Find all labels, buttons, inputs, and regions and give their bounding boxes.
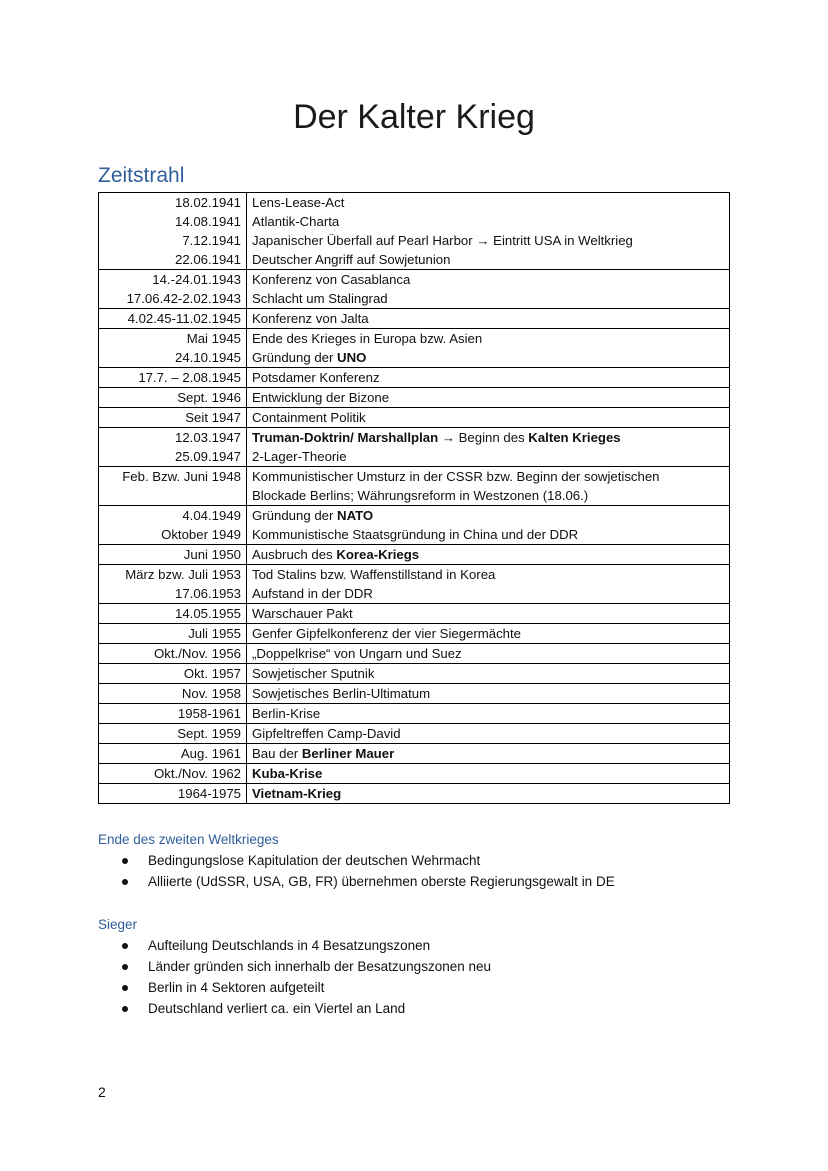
timeline-date-cell: 1958-1961 — [99, 704, 247, 724]
table-row — [99, 584, 730, 604]
table-row — [99, 604, 730, 624]
table-row — [99, 704, 730, 724]
list-item — [98, 850, 615, 871]
event-text: Warschauer Pakt — [252, 606, 353, 621]
timeline-date-cell: 4.04.1949 — [99, 506, 247, 526]
timeline-date-cell: Okt. 1957 — [99, 664, 247, 684]
event-text: Schlacht um Stalingrad — [252, 291, 388, 306]
timeline-date-cell: 7.12.1941 — [99, 231, 247, 250]
event-text-bold: Berliner Mauer — [301, 746, 395, 761]
timeline-event-cell — [247, 624, 730, 644]
event-text: Atlantik-Charta — [252, 214, 340, 229]
timeline-event-cell — [247, 231, 730, 250]
event-text: Lens-Lease-Act — [252, 195, 345, 210]
timeline-event-cell — [247, 664, 730, 684]
event-text-bold: NATO — [337, 508, 374, 523]
event-text-bold: Truman-Doktrin/ Marshallplan — [252, 430, 439, 445]
table-row — [99, 506, 730, 526]
list-item-text: Berlin in 4 Sektoren aufgeteilt — [148, 980, 325, 995]
event-text: Gründung der — [252, 508, 338, 523]
timeline-event-cell — [247, 329, 730, 349]
section-heading-kriegsende: Ende des zweiten Weltkrieges — [98, 832, 279, 847]
event-text-bold: Vietnam-Krieg — [252, 786, 342, 801]
table-row — [99, 467, 730, 487]
event-text: Gipfeltreffen Camp-David — [252, 726, 401, 741]
timeline-date-cell: Aug. 1961 — [99, 744, 247, 764]
timeline-date-cell: 1964-1975 — [99, 784, 247, 804]
event-text: „Doppelkrise“ von Ungarn und Suez — [252, 646, 462, 661]
table-row — [99, 388, 730, 408]
table-row — [99, 764, 730, 784]
section-heading-sieger: Sieger — [98, 917, 138, 932]
timeline-date-cell: Juni 1950 — [99, 545, 247, 565]
timeline-event-cell — [247, 644, 730, 664]
timeline-date-cell: 18.02.1941 — [99, 193, 247, 213]
timeline-table — [98, 192, 730, 804]
event-text: Kommunistische Staatsgründung in China und der DDR — [252, 527, 579, 542]
timeline-event-cell — [247, 764, 730, 784]
timeline-event-cell — [247, 309, 730, 329]
timeline-event-cell — [247, 744, 730, 764]
section-heading-zeitstrahl: Zeitstrahl — [98, 164, 185, 187]
list-item — [98, 977, 491, 998]
table-row — [99, 744, 730, 764]
table-row — [99, 368, 730, 388]
timeline-date-cell: März bzw. Juli 1953 — [99, 565, 247, 585]
list-item-text: Aufteilung Deutschlands in 4 Besatzungszonen — [148, 938, 431, 953]
event-text: Tod Stalins bzw. Waffenstillstand in Korea — [252, 567, 496, 582]
table-row — [99, 270, 730, 290]
timeline-date-cell: 17.7. – 2.08.1945 — [99, 368, 247, 388]
table-row — [99, 565, 730, 585]
event-text: Konferenz von Jalta — [252, 311, 369, 326]
timeline-date-cell: Okt./Nov. 1956 — [99, 644, 247, 664]
timeline-event-cell — [247, 270, 730, 290]
timeline-date-cell — [99, 486, 247, 506]
event-text: Genfer Gipfelkonferenz der vier Siegermächte — [252, 626, 522, 641]
event-text: Sowjetisches Berlin-Ultimatum — [252, 686, 431, 701]
event-text: Gründung der — [252, 350, 338, 365]
event-text: Sowjetischer Sputnik — [252, 666, 375, 681]
timeline-date-cell: 14.-24.01.1943 — [99, 270, 247, 290]
timeline-event-cell — [247, 684, 730, 704]
bullet-icon — [122, 985, 128, 991]
list-item-text: Alliierte (UdSSR, USA, GB, FR) übernehmen oberste Regierungsgewalt in DE — [148, 874, 615, 889]
event-text-bold: UNO — [337, 350, 367, 365]
event-text: Bau der — [252, 746, 302, 761]
timeline-date-cell: 4.02.45-11.02.1945 — [99, 309, 247, 329]
timeline-date-cell: Sept. 1946 — [99, 388, 247, 408]
table-row — [99, 684, 730, 704]
bullet-icon — [122, 964, 128, 970]
timeline-event-cell — [247, 447, 730, 467]
bullet-icon — [122, 879, 128, 885]
timeline-date-cell: 12.03.1947 — [99, 428, 247, 448]
table-row — [99, 309, 730, 329]
timeline-date-cell: 14.05.1955 — [99, 604, 247, 624]
list-item — [98, 998, 491, 1019]
timeline-event-cell — [247, 428, 730, 448]
timeline-event-cell — [247, 724, 730, 744]
timeline-event-cell — [247, 506, 730, 526]
table-row — [99, 525, 730, 545]
table-row — [99, 289, 730, 309]
event-text-bold: Korea-Kriegs — [336, 547, 420, 562]
event-text: Konferenz von Casablanca — [252, 272, 411, 287]
timeline-date-cell: Mai 1945 — [99, 329, 247, 349]
timeline-date-cell: 24.10.1945 — [99, 348, 247, 368]
table-row — [99, 212, 730, 231]
event-text: Blockade Berlins; Währungsreform in Westzonen (18.06.) — [252, 488, 589, 503]
table-row — [99, 329, 730, 349]
timeline-event-cell — [247, 408, 730, 428]
table-row — [99, 624, 730, 644]
timeline-date-cell: Nov. 1958 — [99, 684, 247, 704]
table-row — [99, 724, 730, 744]
event-text-bold: Kalten Krieges — [528, 430, 621, 445]
table-row — [99, 231, 730, 250]
event-text-bold: Kuba-Krise — [252, 766, 323, 781]
list-item-text: Länder gründen sich innerhalb der Besatzungszonen neu — [148, 959, 491, 974]
list-item — [98, 956, 491, 977]
timeline-date-cell: 14.08.1941 — [99, 212, 247, 231]
timeline-event-cell — [247, 525, 730, 545]
table-row — [99, 193, 730, 213]
timeline-date-cell: 25.09.1947 — [99, 447, 247, 467]
event-text: → Beginn des — [438, 430, 529, 445]
bullet-list-kriegsende — [98, 850, 615, 892]
event-text: Deutscher Angriff auf Sowjetunion — [252, 252, 451, 267]
list-item — [98, 871, 615, 892]
timeline-event-cell — [247, 193, 730, 213]
table-row — [99, 250, 730, 270]
timeline-event-cell — [247, 604, 730, 624]
event-text: Japanischer Überfall auf Pearl Harbor → Eintritt USA in Weltkrieg — [252, 233, 633, 248]
timeline-event-cell — [247, 784, 730, 804]
timeline-date-cell: 17.06.1953 — [99, 584, 247, 604]
event-text: Aufstand in der DDR — [252, 586, 373, 601]
bullet-icon — [122, 1006, 128, 1012]
timeline-event-cell — [247, 467, 730, 487]
page-number: 2 — [98, 1084, 106, 1100]
bullet-list-sieger — [98, 935, 491, 1019]
table-row — [99, 644, 730, 664]
timeline-date-cell: 17.06.42-2.02.1943 — [99, 289, 247, 309]
table-row — [99, 664, 730, 684]
timeline-date-cell: Feb. Bzw. Juni 1948 — [99, 467, 247, 487]
bullet-icon — [122, 943, 128, 949]
event-text: 2-Lager-Theorie — [252, 449, 347, 464]
timeline-event-cell — [247, 704, 730, 724]
timeline-event-cell — [247, 212, 730, 231]
list-item-text: Bedingungslose Kapitulation der deutschen Wehrmacht — [148, 853, 481, 868]
timeline-event-cell — [247, 250, 730, 270]
event-text: Kommunistischer Umsturz in der CSSR bzw. Beginn der sowjetischen — [252, 469, 660, 484]
event-text: Ende des Krieges in Europa bzw. Asien — [252, 331, 483, 346]
timeline-date-cell: Seit 1947 — [99, 408, 247, 428]
bullet-icon — [122, 858, 128, 864]
event-text: Potsdamer Konferenz — [252, 370, 380, 385]
timeline-date-cell: Sept. 1959 — [99, 724, 247, 744]
table-row — [99, 348, 730, 368]
page-title: Der Kalter Krieg — [293, 98, 535, 136]
event-text: Containment Politik — [252, 410, 366, 425]
timeline-event-cell — [247, 368, 730, 388]
list-item — [98, 935, 491, 956]
timeline-date-cell: 22.06.1941 — [99, 250, 247, 270]
table-row — [99, 428, 730, 448]
table-row — [99, 447, 730, 467]
timeline-event-cell — [247, 486, 730, 506]
timeline-event-cell — [247, 348, 730, 368]
table-row — [99, 486, 730, 506]
table-row — [99, 408, 730, 428]
timeline-event-cell — [247, 545, 730, 565]
timeline-event-cell — [247, 565, 730, 585]
timeline-date-cell: Okt./Nov. 1962 — [99, 764, 247, 784]
timeline-event-cell — [247, 584, 730, 604]
list-item-text: Deutschland verliert ca. ein Viertel an Land — [148, 1001, 406, 1016]
timeline-date-cell: Juli 1955 — [99, 624, 247, 644]
timeline-date-cell: Oktober 1949 — [99, 525, 247, 545]
event-text: Entwicklung der Bizone — [252, 390, 390, 405]
table-row — [99, 784, 730, 804]
timeline-event-cell — [247, 289, 730, 309]
event-text: Ausbruch des — [252, 547, 337, 562]
event-text: Berlin-Krise — [252, 706, 321, 721]
timeline-event-cell — [247, 388, 730, 408]
table-row — [99, 545, 730, 565]
